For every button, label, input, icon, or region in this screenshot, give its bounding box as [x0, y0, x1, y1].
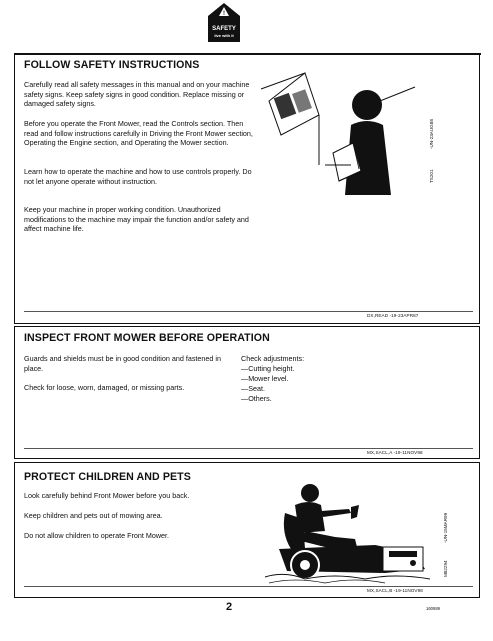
checklist-item: —Cutting height.: [241, 364, 295, 373]
svg-text:!: !: [223, 11, 225, 17]
section-footer-rule: [24, 448, 473, 449]
paragraph: Learn how to operate the machine and how to use controls properly. Do not let anyone operate without instruction.: [24, 167, 252, 186]
paragraph: Keep children and pets out of mowing area.: [24, 511, 163, 520]
checklist-heading: Check adjustments:: [241, 354, 305, 363]
section-footer-rule: [24, 311, 473, 312]
section-title: PROTECT CHILDREN AND PETS: [24, 471, 191, 483]
section-footer-code: MX,SACL,A -19-11NOV98: [367, 450, 423, 455]
paragraph: Check for loose, worn, damaged, or missing parts.: [24, 383, 185, 392]
front-mower-operator-illustration: [265, 473, 435, 588]
badge-label-1: SAFETY: [212, 26, 236, 32]
section-protect-children-and-pets: [14, 462, 480, 598]
checklist-item: —Seat.: [241, 384, 265, 393]
section-footer-code: MX,SACL,B -19-11NOV98: [367, 588, 423, 593]
section-follow-safety-instructions: [14, 53, 480, 324]
section-title: INSPECT FRONT MOWER BEFORE OPERATION: [24, 332, 270, 344]
section-title: FOLLOW SAFETY INSTRUCTIONS: [24, 59, 200, 71]
paragraph: Keep your machine in proper working condition. Unauthorized modifications to the machine may impair the function and/or safety and affect machine life.: [24, 205, 249, 234]
section-footer-rule: [24, 586, 473, 587]
paragraph: Carefully read all safety messages in this manual and on your machine safety signs. Keep safety signs in good condition. Replace missing or damaged safety signs.: [24, 80, 250, 109]
paragraph: Look carefully behind Front Mower before you back.: [24, 491, 190, 500]
person-reading-manual-illustration: [255, 65, 435, 225]
document-code: 160689: [426, 606, 440, 611]
figure-code: -UN-15MAR99: [443, 512, 448, 543]
checklist-item: —Mower level.: [241, 374, 289, 383]
page-number: 2: [226, 601, 233, 613]
figure-code: -UN-23AUG88: [429, 119, 434, 149]
checklist-item: —Others.: [241, 394, 272, 403]
figure-code: M82294: [443, 560, 448, 577]
paragraph: Do not allow children to operate Front Mower.: [24, 531, 170, 540]
section-footer-code: DX,READ -19-23APR87: [367, 313, 419, 318]
badge-label-2: live with it: [214, 33, 234, 38]
figure-code: TS201: [429, 169, 434, 183]
paragraph: Guards and shields must be in good condition and fastened in place.: [24, 354, 221, 373]
paragraph: Before you operate the Front Mower, read the Controls section. Then read and follow instructions carefully in Driving the Front Mower section, Operating the Engine section, and Operating the Mower section.: [24, 119, 253, 148]
section-inspect-front-mower: [14, 326, 480, 459]
